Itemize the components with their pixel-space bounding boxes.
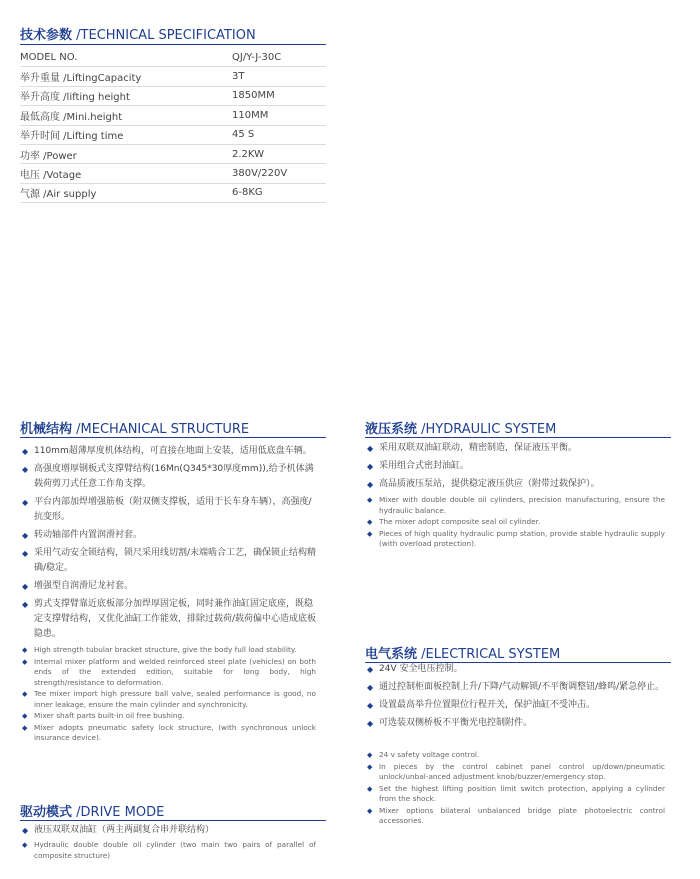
spec-value: 380V/220V <box>232 164 326 183</box>
list-item <box>20 723 316 744</box>
mechanical-title <box>20 418 249 437</box>
list-item-text: Mixer options bilateral unbalanced bridge plate photoelectric control accessories. <box>379 805 665 825</box>
list-item-text: 通过控制柜面板控制上升/下降/气动解锁/不平衡调整钮/蜂鸣/紧急停止。 <box>379 682 665 692</box>
electrical-title-en: /ELECTRICAL SYSTEM <box>421 647 561 662</box>
drive-title-en: /DRIVE MODE <box>76 805 165 820</box>
list-item <box>365 750 665 761</box>
list-item <box>365 698 665 713</box>
spec-value: 1850MM <box>232 86 326 105</box>
mechanical-title-en: /MECHANICAL STRUCTURE <box>76 422 250 437</box>
list-item <box>365 529 665 550</box>
diamond-bullet-icon: ◆ <box>367 496 373 504</box>
diamond-bullet-icon: ◆ <box>22 582 29 591</box>
hydraulic-title-rule <box>365 437 671 438</box>
diamond-bullet-icon: ◆ <box>367 529 373 538</box>
list-item <box>20 657 316 689</box>
diamond-bullet-icon: ◆ <box>367 462 374 471</box>
drive-cn-list <box>20 823 320 841</box>
list-item <box>20 546 320 576</box>
list-item-text: 可选装双侧桥板不平衡光电控制附件。 <box>379 718 533 728</box>
spec-title-en: /TECHNICAL SPECIFICATION <box>76 28 256 43</box>
diamond-bullet-icon: ◆ <box>367 701 374 710</box>
list-item-text: 高品质液压泵站，提供稳定液压供应（附带过载保护）。 <box>379 479 600 489</box>
spec-label: 举升重量 /LiftingCapacity <box>20 67 232 86</box>
drive-title <box>20 801 164 820</box>
list-item <box>365 680 665 695</box>
spec-table <box>20 48 326 203</box>
electrical-en-list <box>365 750 665 828</box>
electrical-title <box>365 643 560 662</box>
list-item <box>20 579 320 594</box>
list-item <box>20 689 316 710</box>
list-item-text: Mixer adopts pneumatic safety lock structure, (with synchronous unlock insurance device). <box>34 722 316 742</box>
hydraulic-title-en: /HYDRAULIC SYSTEM <box>421 422 557 437</box>
spec-row <box>20 106 326 125</box>
list-item <box>20 495 320 525</box>
mechanical-title-rule <box>20 437 326 438</box>
list-item-text: Internal mixer platform and welded reinforced steel plate (vehicles) on both ends of the extended edition, suitable for long body, high strength/resistance to deformation. <box>34 656 316 687</box>
list-item <box>365 784 665 805</box>
diamond-bullet-icon: ◆ <box>22 723 28 732</box>
drive-title-cn: 驱动模式 <box>20 805 73 820</box>
list-item-text: 采用双联双油缸联动，精密制造，保证液压平衡。 <box>379 443 578 453</box>
diamond-bullet-icon: ◆ <box>22 549 29 558</box>
hydraulic-en-list <box>365 495 665 551</box>
diamond-bullet-icon: ◆ <box>367 806 373 815</box>
diamond-bullet-icon: ◆ <box>22 826 29 835</box>
list-item-text: 平台内部加焊增强筋板（附双侧支撑板，适用于长车身车辆），高强度/抗变形。 <box>34 497 312 522</box>
list-item <box>365 517 665 528</box>
spec-value: 3T <box>232 67 326 86</box>
spec-value: 2.2KW <box>232 144 326 163</box>
list-item-text: 液压双联双油缸（两主两副复合串并联结构） <box>34 825 215 835</box>
spec-row <box>20 125 326 144</box>
list-item-text: 24V 安全电压控制。 <box>379 664 463 674</box>
diamond-bullet-icon: ◆ <box>22 712 28 720</box>
list-item-text: 剪式支撑臂靠近底板部分加焊厚固定板，同时兼作油缸固定底座，既稳定支撑臂结构，又优化油缸工作能效，排除过载荷/载荷偏中心造成底板隐患。 <box>34 599 317 639</box>
spec-label: 气源 /Air supply <box>20 183 232 202</box>
spec-label: 举升高度 /lifting height <box>20 86 232 105</box>
list-item-text: 增强型自润滑尼龙衬套。 <box>34 581 134 591</box>
spec-title <box>20 24 256 43</box>
diamond-bullet-icon: ◆ <box>367 751 373 759</box>
list-item <box>365 762 665 783</box>
spec-row <box>20 144 326 163</box>
list-item <box>20 823 320 838</box>
spec-row <box>20 48 326 67</box>
list-item <box>365 477 665 492</box>
spec-label: 电压 /Votage <box>20 164 232 183</box>
list-item-text: Hydraulic double double oil cylinder (two main two pairs of parallel of composite structure) <box>34 840 316 860</box>
list-item-text: High strength tubular bracket structure, give the body full load stability. <box>34 645 297 654</box>
electrical-title-cn: 电气系统 <box>365 647 418 662</box>
spec-label: MODEL NO. <box>20 48 232 67</box>
list-item-text: 转动轴部件内置润滑衬套。 <box>34 530 143 540</box>
spec-value: 6-8KG <box>232 183 326 202</box>
spec-title-cn: 技术参数 <box>20 28 73 43</box>
list-item <box>365 716 665 731</box>
hydraulic-title-cn: 液压系统 <box>365 422 418 437</box>
list-item-text: 采用气动安全锁结构，锁尺采用线切割/末端啮合工艺，确保锁止结构精确/稳定。 <box>34 548 317 573</box>
list-item-text: 110mm超薄厚度机体结构，可直接在地面上安装，适用低底盘车辆。 <box>34 446 312 456</box>
spec-row <box>20 86 326 105</box>
diamond-bullet-icon: ◆ <box>367 719 374 728</box>
spec-value: 110MM <box>232 106 326 125</box>
drive-title-rule <box>20 820 326 821</box>
list-item-text: 高强度增厚钢板式支撑臂结构(16Mn(Q345*30厚度mm)),给予机体满载荷剪刀式任意工作角支撑。 <box>34 464 314 489</box>
spec-label: 举升时间 /Lifting time <box>20 125 232 144</box>
diamond-bullet-icon: ◆ <box>22 600 29 609</box>
drive-en-list <box>20 840 316 862</box>
list-item <box>365 662 665 677</box>
spec-label: 最低高度 /Mini.height <box>20 106 232 125</box>
list-item <box>365 495 665 516</box>
diamond-bullet-icon: ◆ <box>367 665 374 674</box>
spec-row <box>20 164 326 183</box>
mechanical-cn-list <box>20 444 320 645</box>
list-item-text: Mixer with double double oil cylinders, precision manufacturing, ensure the hydraulic balance. <box>379 495 665 515</box>
list-item <box>365 459 665 474</box>
list-item <box>20 444 320 459</box>
list-item <box>20 462 320 492</box>
diamond-bullet-icon: ◆ <box>367 784 373 793</box>
list-item <box>20 711 316 722</box>
list-item-text: Tee mixer import high pressure ball valve, sealed performance is good, no inner leakage, ensure the main cylinder and synchronicity. <box>34 689 316 709</box>
list-item <box>20 840 316 861</box>
diamond-bullet-icon: ◆ <box>367 683 374 692</box>
list-item-text: 设置最高举升位置限位行程开关，保护油缸不受冲击。 <box>379 700 596 710</box>
spec-title-rule <box>20 44 326 45</box>
list-item-text: The mixer adopt composite seal oil cylinder. <box>379 517 541 526</box>
list-item-text: In pieces by the control cabinet panel control up/down/pneumatic unlock/unbal-anced adjustment knob/buzzer/emergency stop. <box>379 761 665 781</box>
list-item-text: 采用组合式密封油缸。 <box>379 461 470 471</box>
list-item <box>365 806 665 827</box>
diamond-bullet-icon: ◆ <box>22 646 28 654</box>
spec-value: 45 S <box>232 125 326 144</box>
diamond-bullet-icon: ◆ <box>22 447 29 456</box>
electrical-cn-list <box>365 662 665 734</box>
diamond-bullet-icon: ◆ <box>22 465 29 474</box>
spec-row <box>20 67 326 86</box>
hydraulic-cn-list <box>365 441 665 495</box>
list-item-text: 24 v safety voltage control. <box>379 750 480 759</box>
diamond-bullet-icon: ◆ <box>367 480 374 489</box>
diamond-bullet-icon: ◆ <box>367 518 373 526</box>
mechanical-title-cn: 机械结构 <box>20 422 73 437</box>
mechanical-en-list <box>20 645 316 745</box>
list-item <box>20 528 320 543</box>
diamond-bullet-icon: ◆ <box>367 762 373 771</box>
list-item-text: Mixer shaft parts built-in oil free bushing. <box>34 711 185 720</box>
spec-row <box>20 183 326 202</box>
list-item-text: Pieces of high quality hydraulic pump station, provide stable hydraulic supply (with overload protection). <box>379 528 665 548</box>
diamond-bullet-icon: ◆ <box>22 657 28 666</box>
spec-label: 功率 /Power <box>20 144 232 163</box>
diamond-bullet-icon: ◆ <box>22 690 28 698</box>
list-item-text: Set the highest lifting position limit switch protection, applying a cylinder from the shock. <box>379 783 665 803</box>
diamond-bullet-icon: ◆ <box>22 498 29 507</box>
hydraulic-title <box>365 418 556 437</box>
diamond-bullet-icon: ◆ <box>22 531 29 540</box>
spec-value: QJ/Y-J-30C <box>232 48 326 67</box>
list-item <box>365 441 665 456</box>
list-item <box>20 597 320 642</box>
diamond-bullet-icon: ◆ <box>22 841 28 849</box>
diamond-bullet-icon: ◆ <box>367 444 374 453</box>
list-item <box>20 645 316 656</box>
